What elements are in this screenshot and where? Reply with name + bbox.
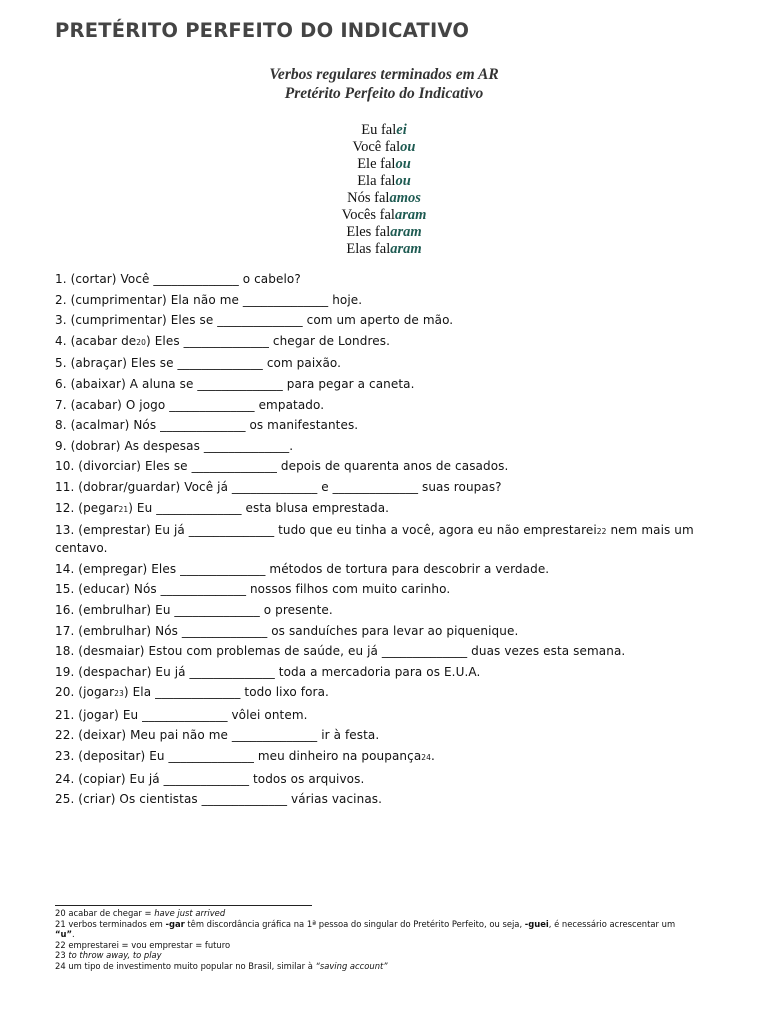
conjugation-stem: Ela fal xyxy=(357,173,396,189)
exercise-item: 9. (dobrar) As despesas ______________. xyxy=(55,438,294,453)
conjugation-stem: Eles fal xyxy=(346,224,391,240)
conjugation-stem: Ele fal xyxy=(357,156,396,172)
exercise-item: 6. (abaixar) A aluna se ______________ para pegar a caneta. xyxy=(55,376,415,391)
conjugation-ending: aram xyxy=(390,224,422,240)
conjugation-row xyxy=(0,139,768,156)
exercise-item: 2. (cumprimentar) Ela não me ______________ hoje. xyxy=(55,292,363,307)
exercise-item: 15. (educar) Nós ______________ nossos filhos com muito carinho. xyxy=(55,582,451,597)
conjugation-ending: ei xyxy=(396,122,407,138)
conjugation-table xyxy=(0,122,768,258)
exercise-item: 16. (embrulhar) Eu ______________ o presente. xyxy=(55,602,333,617)
exercise-item: 21. (jogar) Eu ______________ vôlei ontem. xyxy=(55,707,308,722)
conjugation-stem: Elas fal xyxy=(346,241,391,257)
footnote-ref: 22 xyxy=(596,527,607,537)
conjugation-ending: aram xyxy=(390,241,422,257)
page-title: PRETÉRITO PERFEITO DO INDICATIVO xyxy=(55,19,470,42)
conjugation-ending: ou xyxy=(400,139,416,155)
exercise-item: 4. (acabar de20) Eles ______________ chegar de Londres. xyxy=(55,333,390,348)
exercise-item: 12. (pegar21) Eu ______________ esta blusa emprestada. xyxy=(55,500,390,515)
exercise-item: 22. (deixar) Meu pai não me ______________ ir à festa. xyxy=(55,728,380,743)
conjugation-stem: Você fal xyxy=(352,139,401,155)
exercise-item: 19. (despachar) Eu já ______________ toda a mercadoria para os E.U.A. xyxy=(55,664,481,679)
conjugation-row xyxy=(0,173,768,190)
footnote-21: 21 verbos terminados em -gar têm discordância gráfica na 1ª pessoa do singular do Pretérito Perfeito, ou seja, -guei, é necessário acrescentar um “u”. xyxy=(55,918,676,939)
exercise-item: 25. (criar) Os cientistas ______________ várias vacinas. xyxy=(55,792,383,807)
footnote-ref: 21 xyxy=(118,504,129,514)
exercise-item: 14. (empregar) Eles ______________ métodos de tortura para descobrir a verdade. xyxy=(55,561,550,576)
conjugation-stem: Vocês fal xyxy=(341,207,395,223)
exercise-item: 20. (jogar23) Ela ______________ todo lixo fora. xyxy=(55,685,329,700)
footnote-20: 20 acabar de chegar = have just arrived xyxy=(55,908,226,918)
exercise-item: 5. (abraçar) Eles se ______________ com paixão. xyxy=(55,356,342,371)
conjugation-ending: ou xyxy=(395,156,411,172)
footnote-24: 24 um tipo de investimento muito popular no Brasil, similar à “saving account” xyxy=(55,960,388,971)
conjugation-row xyxy=(0,207,768,224)
footnote-23: 23 to throw away, to play xyxy=(55,950,162,960)
exercise-item: 17. (embrulhar) Nós ______________ os sanduíches para levar ao piquenique. xyxy=(55,623,519,638)
footnote-ref: 23 xyxy=(114,689,124,699)
footnote-ref: 24 xyxy=(421,753,432,763)
conjugation-row xyxy=(0,224,768,241)
footnotes xyxy=(55,908,695,971)
conjugation-row xyxy=(0,156,768,173)
conjugation-row xyxy=(0,241,768,258)
conjugation-stem: Nós fal xyxy=(347,190,390,206)
exercise-item: 24. (copiar) Eu já ______________ todos os arquivos. xyxy=(55,771,365,786)
exercise-item: 8. (acalmar) Nós ______________ os manifestantes. xyxy=(55,418,359,433)
exercise-item: 13. (emprestar) Eu já ______________ tudo que eu tinha a você, agora eu não emprestarei22 nem mais um centavo. xyxy=(55,523,694,556)
exercise-list xyxy=(55,271,715,812)
exercise-item: 18. (desmaiar) Estou com problemas de saúde, eu já ______________ duas vezes esta semana. xyxy=(55,644,626,659)
footnote-ref: 20 xyxy=(136,337,147,347)
exercise-item: 11. (dobrar/guardar) Você já ______________ e ______________ suas roupas? xyxy=(55,479,502,494)
exercise-item: 10. (divorciar) Eles se ______________ depois de quarenta anos de casados. xyxy=(55,459,509,474)
exercise-item: 23. (depositar) Eu ______________ meu dinheiro na poupança24. xyxy=(55,749,435,764)
footnote-separator xyxy=(55,905,312,906)
conjugation-stem: Eu fal xyxy=(361,122,397,138)
conjugation-ending: ou xyxy=(395,173,411,189)
conjugation-row xyxy=(0,190,768,207)
exercise-item: 7. (acabar) O jogo ______________ empatado. xyxy=(55,397,325,412)
exercise-item: 3. (cumprimentar) Eles se ______________ com um aperto de mão. xyxy=(55,313,454,328)
conjugation-ending: amos xyxy=(389,190,421,206)
conjugation-row xyxy=(0,122,768,139)
footnote-22: 22 emprestarei = vou emprestar = futuro xyxy=(55,939,231,950)
subtitle-tense: Pretérito Perfeito do Indicativo xyxy=(284,85,484,102)
subtitle-verbs-ar: Verbos regulares terminados em AR xyxy=(269,66,499,83)
conjugation-ending: aram xyxy=(394,207,427,223)
exercise-item: 1. (cortar) Você ______________ o cabelo? xyxy=(55,272,301,286)
